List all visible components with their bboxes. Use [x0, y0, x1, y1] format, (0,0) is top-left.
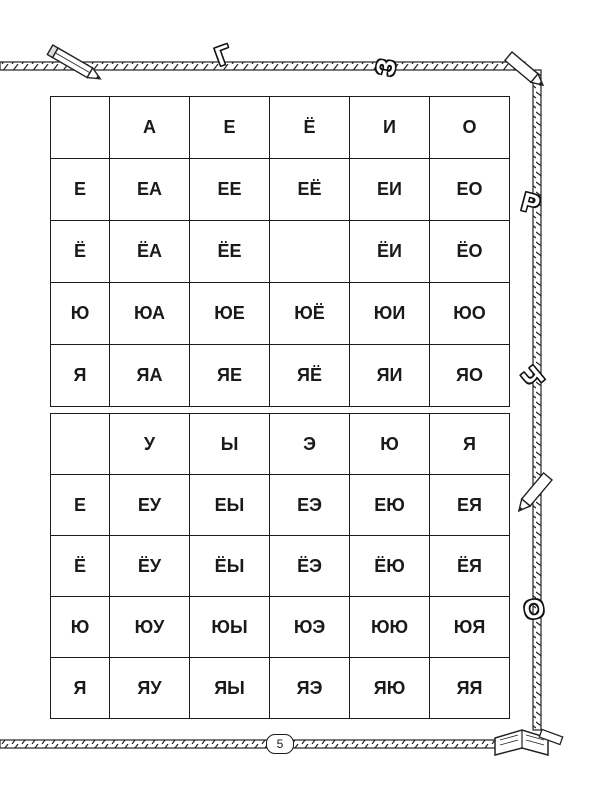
table-cell: Э: [270, 414, 350, 475]
table-cell: ЕЯ: [430, 475, 510, 536]
table-header-row: [51, 414, 510, 475]
table-cell: ЯО: [430, 345, 510, 407]
table-cell: ЁЫ: [190, 536, 270, 597]
table-row: [51, 159, 510, 221]
table-cell: ЁО: [430, 221, 510, 283]
table-row: [51, 658, 510, 719]
table-cell: ЕЮ: [350, 475, 430, 536]
table-cell: ЯЭ: [270, 658, 350, 719]
table-cell: Я: [51, 658, 110, 719]
bottom-rail: [0, 740, 500, 748]
table-cell: Ё: [270, 97, 350, 159]
table-cell: ЯЮ: [350, 658, 430, 719]
table-cell: ЁЯ: [430, 536, 510, 597]
decor-letter-o: О: [521, 592, 547, 626]
table-cell: ЕУ: [110, 475, 190, 536]
table-cell: ЕЫ: [190, 475, 270, 536]
table-cell: Е: [51, 159, 110, 221]
table-row: [51, 536, 510, 597]
syllable-table-bottom: [50, 413, 510, 719]
table-header-row: [51, 97, 510, 159]
table-cell: ЯЯ: [430, 658, 510, 719]
table-cell: Я: [430, 414, 510, 475]
table-cell: ЮИ: [350, 283, 430, 345]
table-cell: У: [110, 414, 190, 475]
table-cell: О: [430, 97, 510, 159]
table-row: [51, 597, 510, 658]
table-cell: ЕА: [110, 159, 190, 221]
table-cell: ЁЕ: [190, 221, 270, 283]
table-cell: ЁУ: [110, 536, 190, 597]
right-rail: [533, 70, 541, 730]
table-cell: Е: [190, 97, 270, 159]
table-cell: ЯУ: [110, 658, 190, 719]
table-cell: ЯЫ: [190, 658, 270, 719]
decor-letter-ch: Ч: [516, 359, 550, 395]
decor-letter-r: Р: [518, 186, 544, 220]
table-cell: ЮЁ: [270, 283, 350, 345]
table-cell: Е: [51, 475, 110, 536]
table-row: [51, 345, 510, 407]
table-cell: ЮЕ: [190, 283, 270, 345]
page-number: 5: [266, 734, 294, 754]
table-cell: ЕИ: [350, 159, 430, 221]
table-cell: ЕО: [430, 159, 510, 221]
table-cell: ЯИ: [350, 345, 430, 407]
table-cell: ЮЫ: [190, 597, 270, 658]
syllable-table-top: [50, 96, 510, 407]
table-cell: ЕЭ: [270, 475, 350, 536]
decor-letter-z: З: [369, 56, 402, 79]
table-cell: ЮЭ: [270, 597, 350, 658]
table-cell: ЮО: [430, 283, 510, 345]
table-cell: Ю: [350, 414, 430, 475]
table-cell: ЯЁ: [270, 345, 350, 407]
table-cell: ЁЮ: [350, 536, 430, 597]
table-cell: ЕЕ: [190, 159, 270, 221]
table-cell: ЮЮ: [350, 597, 430, 658]
table-cell: Ё: [51, 536, 110, 597]
table-cell: ЁЭ: [270, 536, 350, 597]
table-cell: ЕЁ: [270, 159, 350, 221]
table-cell: [51, 414, 110, 475]
table-cell: Ё: [51, 221, 110, 283]
table-cell: [270, 221, 350, 283]
table-cell: [51, 97, 110, 159]
table-cell: ЁИ: [350, 221, 430, 283]
table-row: [51, 221, 510, 283]
table-cell: ЮЯ: [430, 597, 510, 658]
table-cell: ЯА: [110, 345, 190, 407]
table-cell: ЮА: [110, 283, 190, 345]
open-book-icon: [495, 729, 563, 755]
table-cell: ЮУ: [110, 597, 190, 658]
table-cell: ЯЕ: [190, 345, 270, 407]
table-cell: ЁА: [110, 221, 190, 283]
table-cell: И: [350, 97, 430, 159]
table-row: [51, 475, 510, 536]
table-cell: Ы: [190, 414, 270, 475]
table-cell: Ю: [51, 597, 110, 658]
table-cell: Ю: [51, 283, 110, 345]
decor-letter-g: Г: [211, 38, 236, 72]
table-cell: А: [110, 97, 190, 159]
table-cell: Я: [51, 345, 110, 407]
table-row: [51, 283, 510, 345]
